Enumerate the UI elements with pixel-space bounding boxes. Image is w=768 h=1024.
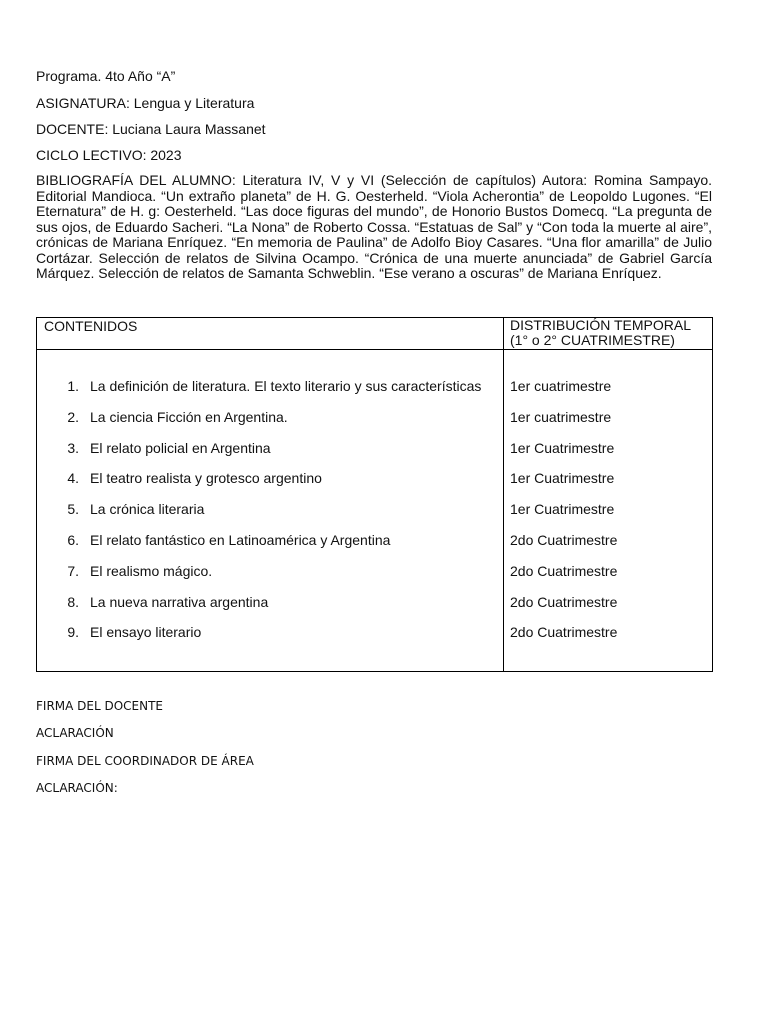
row-number: 5. [67,501,79,518]
row-contenido: La ciencia Ficción en Argentina. [90,408,288,425]
row-periodo: 1er Cuatrimestre [510,439,615,456]
program-title: Programa. 4to Año “A” [36,68,176,84]
bibliography-paragraph: BIBLIOGRAFÍA DEL ALUMNO: Literatura IV, V y VI (Selección de capítulos) Autora: Romina Sampayo. Editorial Mandioca. “Un extraño planeta” de H. G. Oesterheld. “Viola Acherontia” de Leopoldo Lugones. “El Eternatura” de H. g: Oesterheld. “Las doce figuras del mundo”, de Honorio Bustos Domecq. “La pregunta de sus ojos, de Eduardo Sacheri. “La Nona” de Roberto Cossa. “Estatuas de Sal” y “Con toda la muerte al aire”, crónicas de Mariana Enríquez. “En memoria de Paulina” de Adolfo Bioy Casares. “Una flor amarilla” de Julio Cortázar. Selección de relatos de Silvina Ocampo. “Crónica de una muerte anunciada” de Gabriel García Márquez. Selección de relatos de Samanta Schweblin. “Ese verano a oscuras” de Mariana Enríquez. [36,172,712,281]
clarification-label-2: ACLARACIÓN: [36,781,118,795]
row-periodo: 2do Cuatrimestre [510,532,618,548]
row-contenido: La crónica literaria [90,501,205,518]
row-number: 1. [67,378,79,394]
row-periodo: 1er Cuatrimestre [510,501,615,518]
row-periodo: 2do Cuatrimestre [510,624,618,641]
header-distribucion: DISTRIBUCIÓN TEMPORAL (1° o 2° CUATRIMESTRE) [510,317,691,348]
row-number: 3. [67,439,79,456]
table-row [37,623,714,641]
row-number: 8. [67,593,79,610]
teacher-line: DOCENTE: Luciana Laura Massanet [36,121,266,137]
table-row [37,469,714,487]
row-number: 7. [67,562,79,579]
row-contenido: El relato fantástico en Latinoamérica y Argentina [90,532,391,548]
teacher-signature-label: FIRMA DEL DOCENTE [36,699,164,713]
row-periodo: 1er cuatrimestre [510,408,612,425]
header-contenidos: CONTENIDOS [44,318,138,334]
table-row [37,531,714,549]
row-contenido: El realismo mágico. [90,562,213,579]
clarification-label-1: ACLARACIÓN [36,726,114,740]
row-number: 2. [67,408,79,425]
header-divider [37,349,712,350]
table-row [37,439,714,457]
coordinator-signature-label: FIRMA DEL COORDINADOR DE ÁREA [36,754,254,768]
row-periodo: 2do Cuatrimestre [510,593,618,610]
table-row [37,593,714,611]
table-row [37,377,714,395]
row-periodo: 2do Cuatrimestre [510,562,618,579]
table-row [37,500,714,518]
table-row [37,408,714,426]
school-year-line: CICLO LECTIVO: 2023 [36,147,182,163]
row-contenido: El teatro realista y grotesco argentino [90,470,322,487]
row-contenido: El ensayo literario [90,624,202,641]
table-row [37,562,714,580]
contents-table [36,317,713,672]
row-contenido: La nueva narrativa argentina [90,593,269,610]
subject-line: ASIGNATURA: Lengua y Literatura [36,95,255,111]
row-periodo: 1er cuatrimestre [510,378,612,394]
row-number: 6. [67,532,79,548]
row-periodo: 1er Cuatrimestre [510,470,615,487]
row-contenido: El relato policial en Argentina [90,439,271,456]
row-contenido: La definición de literatura. El texto literario y sus características [90,378,482,394]
row-number: 4. [67,470,79,487]
row-number: 9. [67,624,79,641]
column-divider [503,318,504,671]
